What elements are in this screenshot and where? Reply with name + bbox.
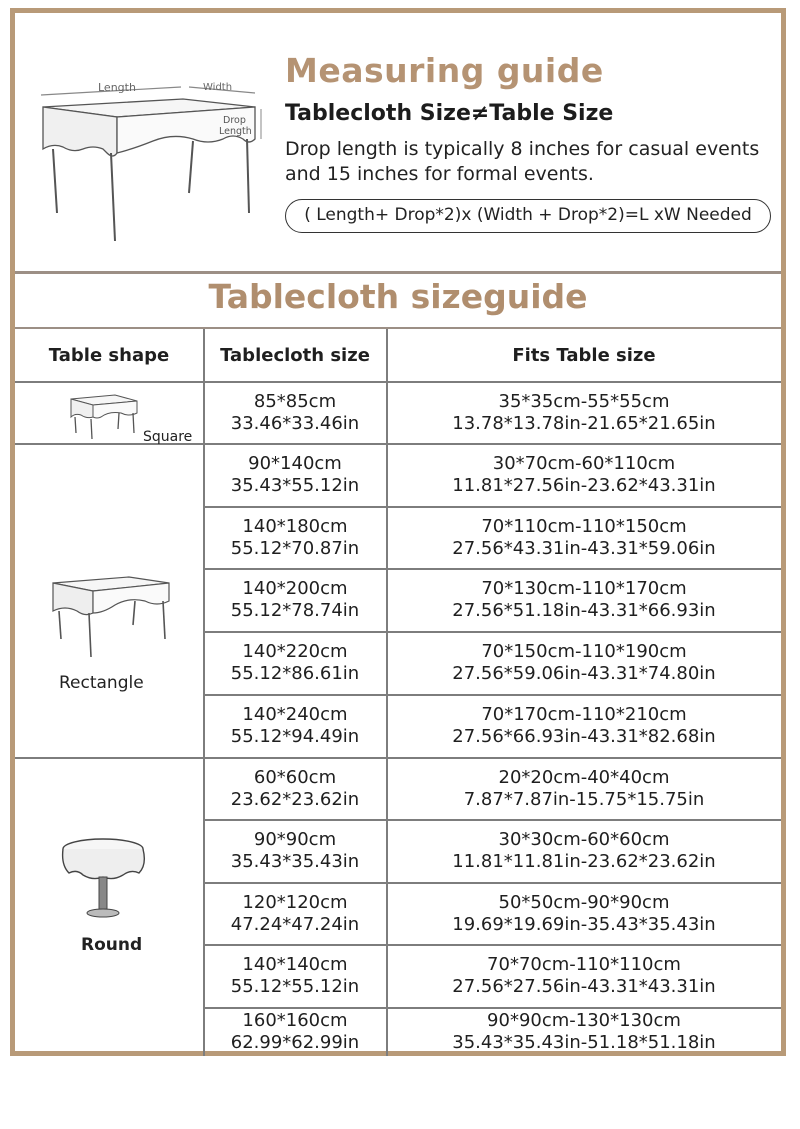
size-cm: 140*140cm (242, 954, 348, 975)
tablecloth-size-cell (204, 820, 386, 882)
size-cm: 90*140cm (248, 453, 342, 474)
fits-in: 27.56*27.56in-43.31*43.31in (452, 976, 716, 997)
diagram-drop-label-2: Length (219, 126, 252, 137)
diagram-length-label: Length (98, 81, 136, 94)
rectangle-table-icon (45, 569, 175, 661)
fits-cm: 70*170cm-110*210cm (481, 704, 687, 725)
measuring-guide-title: Measuring guide (285, 51, 604, 90)
size-in: 55.12*94.49in (230, 726, 360, 747)
size-in: 55.12*55.12in (230, 976, 360, 997)
size-in: 55.12*70.87in (230, 537, 360, 559)
shape-label-round: Round (81, 935, 143, 955)
fits-in: 13.78*13.78in-21.65*21.65in (452, 412, 716, 434)
fits-size-cell (387, 632, 781, 694)
fits-in: 11.81*27.56in-23.62*43.31in (452, 475, 716, 496)
fits-size-cell (387, 945, 781, 1007)
diagram-width-label: Width (203, 82, 233, 93)
fits-in: 35.43*35.43in-51.18*51.18in (452, 1032, 716, 1053)
tablecloth-size-cell (204, 507, 386, 568)
size-in: 35.43*55.12in (230, 475, 360, 496)
size-cm: 120*120cm (242, 891, 348, 913)
fits-size-cell (387, 1008, 781, 1056)
fits-size-cell (387, 507, 781, 568)
fits-cm: 30*30cm-60*60cm (498, 829, 670, 850)
fits-size-cell (387, 820, 781, 882)
section-divider (15, 271, 781, 274)
fits-cm: 70*130cm-110*170cm (481, 578, 687, 599)
tablecloth-size-cell (204, 382, 386, 443)
fits-size-cell (387, 444, 781, 506)
size-cm: 140*240cm (242, 704, 348, 725)
fits-size-cell (387, 569, 781, 631)
size-cm: 60*60cm (253, 766, 337, 788)
round-table-icon (53, 829, 153, 925)
header-table-shape: Table shape (48, 344, 170, 366)
tablecloth-size-cell (204, 945, 386, 1007)
measuring-guide-section (15, 13, 781, 275)
header-tablecloth-size: Tablecloth size (220, 344, 370, 366)
size-in: 55.12*78.74in (230, 600, 360, 621)
size-in: 23.62*23.62in (230, 788, 360, 810)
size-in: 62.99*62.99in (230, 1032, 360, 1053)
header-fits-table-size: Fits Table size (512, 344, 656, 366)
tablecloth-size-cell (204, 444, 386, 506)
size-in: 47.24*47.24in (230, 913, 360, 935)
fits-in: 27.56*51.18in-43.31*66.93in (452, 600, 716, 621)
shape-label-square: Square (143, 429, 193, 445)
sizeguide-title: Tablecloth sizeguide (208, 277, 588, 316)
fits-cm: 50*50cm-90*90cm (498, 891, 670, 913)
fits-in: 7.87*7.87in-15.75*15.75in (463, 788, 705, 810)
size-cm: 140*220cm (242, 641, 348, 662)
fits-size-cell (387, 382, 781, 443)
diagram-drop-label-1: Drop (223, 115, 246, 126)
size-in: 35.43*35.43in (230, 851, 360, 872)
size-cm: 140*180cm (242, 515, 348, 537)
shape-label-rectangle: Rectangle (59, 673, 144, 693)
fits-cm: 70*150cm-110*190cm (481, 641, 687, 662)
size-formula: ( Length+ Drop*2)x (Width + Drop*2)=L xW Needed (285, 199, 771, 233)
size-in: 33.46*33.46in (230, 412, 360, 434)
fits-in: 11.81*11.81in-23.62*23.62in (452, 851, 716, 872)
size-cm: 140*200cm (242, 578, 348, 599)
fits-cm: 30*70cm-60*110cm (492, 453, 676, 474)
tablecloth-size-cell (204, 632, 386, 694)
fits-size-cell (387, 695, 781, 757)
fits-cm: 70*70cm-110*110cm (487, 954, 681, 975)
table-dimension-diagram (23, 53, 275, 263)
fits-cm: 35*35cm-55*55cm (498, 390, 670, 412)
size-cm: 160*160cm (242, 1010, 348, 1031)
tablecloth-size-cell (204, 883, 386, 944)
size-in: 55.12*86.61in (230, 663, 360, 684)
fits-in: 27.56*66.93in-43.31*82.68in (452, 726, 716, 747)
tablecloth-size-cell (204, 758, 386, 819)
tablecloth-size-cell (204, 695, 386, 757)
fits-size-cell (387, 758, 781, 819)
size-cm: 90*90cm (253, 829, 337, 850)
measuring-guide-subtitle: Tablecloth Size≠Table Size (285, 101, 614, 126)
page-frame (10, 8, 786, 1056)
fits-size-cell (387, 883, 781, 944)
tablecloth-size-cell (204, 569, 386, 631)
drop-length-description: Drop length is typically 8 inches for casual events and 15 inches for formal events. (285, 138, 760, 185)
tablecloth-size-cell (204, 1008, 386, 1056)
fits-cm: 90*90cm-130*130cm (487, 1010, 681, 1031)
fits-in: 27.56*43.31in-43.31*59.06in (452, 537, 716, 559)
square-table-icon (63, 389, 143, 441)
fits-in: 27.56*59.06in-43.31*74.80in (452, 663, 716, 684)
fits-cm: 20*20cm-40*40cm (498, 766, 670, 788)
fits-cm: 70*110cm-110*150cm (481, 515, 687, 537)
size-cm: 85*85cm (253, 390, 337, 412)
fits-in: 19.69*19.69in-35.43*35.43in (452, 913, 716, 935)
